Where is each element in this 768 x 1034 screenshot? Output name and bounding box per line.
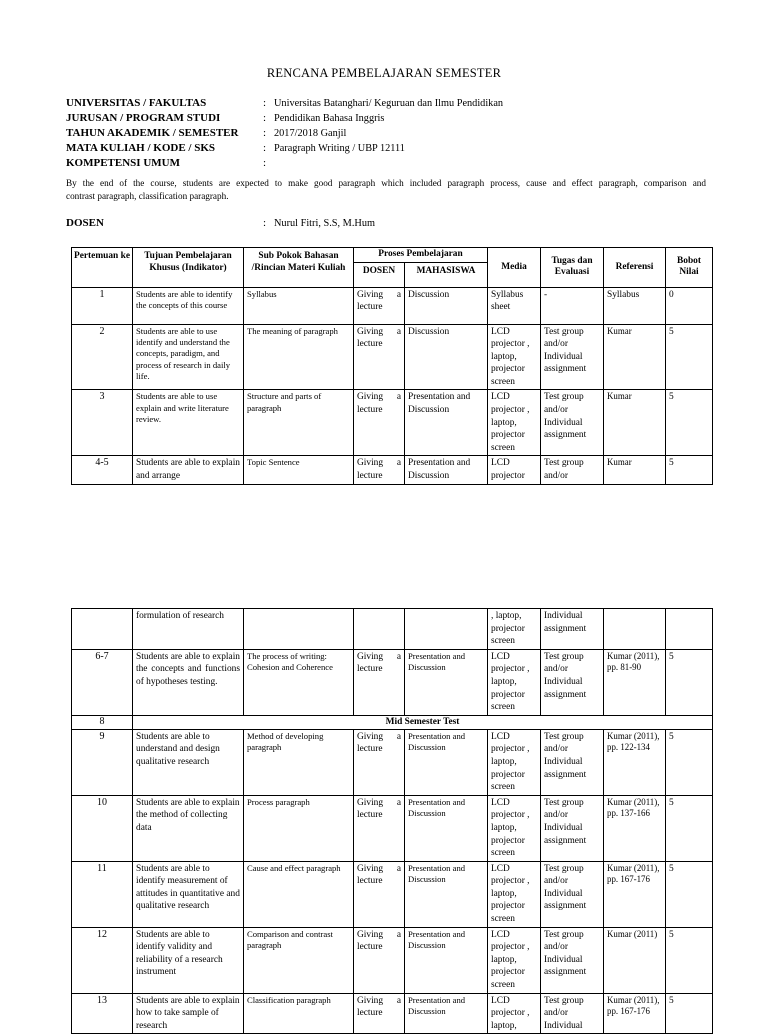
lecturer-activity-cell: Giving a lecture	[354, 993, 405, 1034]
lecturer-activity-cell: Giving a lecture	[354, 456, 405, 484]
course-info	[66, 96, 706, 171]
info-value: Nurul Fitri, S.S, M.Hum	[274, 218, 375, 229]
goal-cell: Students are able to explain the method of collecting data	[133, 795, 244, 861]
reference-cell: Kumar (2011), pp. 81-90	[604, 649, 666, 715]
student-activity-cell: Presentation and Discussion	[405, 456, 488, 484]
table-row	[72, 324, 713, 390]
weight-cell: 5	[666, 993, 713, 1034]
info-label: KOMPETENSI UMUM	[66, 157, 180, 169]
topic-cell: Cause and effect paragraph	[244, 861, 354, 927]
student-activity-cell: Presentation and Discussion	[405, 390, 488, 456]
weight-cell: 5	[666, 456, 713, 484]
meeting-number: 3	[72, 390, 133, 456]
goal-cell: Students are able to understand and design qualitative research	[133, 729, 244, 795]
info-row-competence	[66, 156, 706, 171]
table-row	[72, 861, 713, 927]
meeting-number: 6-7	[72, 649, 133, 715]
lecturer-activity-cell: Giving a lecture	[354, 861, 405, 927]
colon: :	[263, 142, 267, 154]
header-tujuan: Tujuan Pembelajaran Khusus (Indikator)	[133, 248, 244, 288]
student-activity-cell: Presentation and Discussion	[405, 649, 488, 715]
info-row-university	[66, 96, 706, 111]
info-label: TAHUN AKADEMIK / SEMESTER	[66, 127, 239, 139]
topic-cell: Method of developing paragraph	[244, 729, 354, 795]
reference-cell: Kumar (2011), pp. 167-176	[604, 861, 666, 927]
task-cell: Test group and/or Individual assignment	[541, 795, 604, 861]
header-tugas: Tugas dan Evaluasi	[541, 248, 604, 288]
task-cell: Test group and/or Individual assignment	[541, 324, 604, 390]
schedule-table-1	[71, 247, 713, 485]
table-row	[72, 287, 713, 324]
info-value: Pendidikan Bahasa Inggris	[274, 113, 385, 124]
meeting-number: 4-5	[72, 456, 133, 484]
goal-cell: Students are able to explain how to take sample of research	[133, 993, 244, 1034]
info-value: Universitas Batanghari/ Keguruan dan Ilmu Pendidikan	[274, 98, 504, 109]
media-cell: LCD projector , laptop, projector screen	[488, 861, 541, 927]
weight-cell: 5	[666, 795, 713, 861]
student-activity-cell	[405, 609, 488, 650]
media-cell: LCD projector , laptop, projector screen	[488, 390, 541, 456]
topic-cell	[244, 609, 354, 650]
header-media: Media	[488, 248, 541, 288]
info-row-course	[66, 141, 706, 156]
lecturer-activity-cell: Giving a lecture	[354, 927, 405, 993]
info-label: JURUSAN / PROGRAM STUDI	[66, 112, 221, 124]
meeting-number: 10	[72, 795, 133, 861]
colon: :	[263, 157, 267, 169]
info-value: 2017/2018 Ganjil	[274, 128, 347, 139]
reference-cell: Kumar (2011), pp. 167-176	[604, 993, 666, 1034]
meeting-number: 1	[72, 287, 133, 324]
task-cell: Test group and/or Individual assignment	[541, 649, 604, 715]
table-row	[72, 390, 713, 456]
meeting-number: 8	[72, 715, 133, 729]
table-row	[72, 993, 713, 1034]
weight-cell: 5	[666, 324, 713, 390]
table-row	[72, 456, 713, 484]
info-row-dosen	[66, 216, 706, 231]
reference-cell: Kumar (2011), pp. 137-166	[604, 795, 666, 861]
info-label: MATA KULIAH / KODE / SKS	[66, 142, 216, 154]
reference-cell: Kumar	[604, 390, 666, 456]
student-activity-cell: Discussion	[405, 287, 488, 324]
media-cell: LCD projector	[488, 456, 541, 484]
table-row	[72, 609, 713, 650]
task-cell: Test group and/or Individual assignment	[541, 927, 604, 993]
goal-cell: Students are able to use explain and write literature review.	[133, 390, 244, 456]
page-title: RENCANA PEMBELAJARAN SEMESTER	[266, 66, 502, 80]
info-label: UNIVERSITAS / FAKULTAS	[66, 97, 207, 109]
lecturer-activity-cell: Giving a lecture	[354, 390, 405, 456]
goal-cell: Students are able to explain the concepts and functions of hypotheses testing.	[133, 649, 244, 715]
meeting-number: 13	[72, 993, 133, 1034]
goal-cell: formulation of research	[133, 609, 244, 650]
media-cell: Syllabus sheet	[488, 287, 541, 324]
topic-cell: Classification paragraph	[244, 993, 354, 1034]
description-line: contrast paragraph, classification paragraph.	[66, 190, 229, 201]
lecturer-info	[66, 216, 706, 231]
lecturer-activity-cell: Giving a lecture	[354, 287, 405, 324]
lecturer-activity-cell: Giving a lecture	[354, 795, 405, 861]
task-cell: Test group and/or	[541, 456, 604, 484]
info-label: DOSEN	[66, 217, 104, 229]
topic-cell: Comparison and contrast paragraph	[244, 927, 354, 993]
topic-cell: The process of writing: Cohesion and Coherence	[244, 649, 354, 715]
header-proses: Proses Pembelajaran	[354, 248, 488, 263]
goal-cell: Students are able to identify the concepts of this course	[133, 287, 244, 324]
reference-cell: Syllabus	[604, 287, 666, 324]
task-cell: Individual assignment	[541, 609, 604, 650]
topic-cell: Syllabus	[244, 287, 354, 324]
media-cell: LCD projector , laptop, projector screen	[488, 324, 541, 390]
media-cell: , laptop, projector screen	[488, 609, 541, 650]
weight-cell	[666, 609, 713, 650]
student-activity-cell: Presentation and Discussion	[405, 927, 488, 993]
colon: :	[263, 217, 267, 229]
student-activity-cell: Presentation and Discussion	[405, 861, 488, 927]
media-cell: LCD projector , laptop, projector screen	[488, 795, 541, 861]
mid-semester-row	[72, 715, 713, 729]
topic-cell: Process paragraph	[244, 795, 354, 861]
lecturer-activity-cell	[354, 609, 405, 650]
table-row	[72, 927, 713, 993]
meeting-number: 9	[72, 729, 133, 795]
lecturer-activity-cell: Giving a lecture	[354, 649, 405, 715]
table-row	[72, 729, 713, 795]
topic-cell: The meaning of paragraph	[244, 324, 354, 390]
info-value: Paragraph Writing / UBP 12111	[274, 143, 405, 154]
meeting-number	[72, 609, 133, 650]
colon: :	[263, 127, 267, 139]
header-dosen: DOSEN	[354, 262, 405, 287]
weight-cell: 5	[666, 649, 713, 715]
info-row-academic-year	[66, 126, 706, 141]
colon: :	[263, 97, 267, 109]
task-cell: -	[541, 287, 604, 324]
weight-cell: 5	[666, 729, 713, 795]
meeting-number: 12	[72, 927, 133, 993]
weight-cell: 5	[666, 927, 713, 993]
goal-cell: Students are able to use identify and understand the concepts, paradigm, and process of research in daily life.	[133, 324, 244, 390]
task-cell: Test group and/or Individual assignment	[541, 729, 604, 795]
reference-cell: Kumar (2011)	[604, 927, 666, 993]
meeting-number: 11	[72, 861, 133, 927]
reference-cell: Kumar	[604, 456, 666, 484]
media-cell: LCD projector , laptop,	[488, 993, 541, 1034]
topic-cell: Structure and parts of paragraph	[244, 390, 354, 456]
task-cell: Test group and/or Individual assignment	[541, 390, 604, 456]
goal-cell: Students are able to identify validity and reliability of a research instrument	[133, 927, 244, 993]
reference-cell: Kumar	[604, 324, 666, 390]
weight-cell: 0	[666, 287, 713, 324]
goal-cell: Students are able to explain and arrange	[133, 456, 244, 484]
header-pertemuan: Pertemuan ke	[72, 248, 133, 288]
colon: :	[263, 112, 267, 124]
weight-cell: 5	[666, 390, 713, 456]
student-activity-cell: Presentation and Discussion	[405, 729, 488, 795]
mid-semester-label: Mid Semester Test	[133, 715, 713, 729]
weight-cell: 5	[666, 861, 713, 927]
table-row	[72, 649, 713, 715]
lecturer-activity-cell: Giving a lecture	[354, 324, 405, 390]
header-referensi: Referensi	[604, 248, 666, 288]
reference-cell: Kumar (2011), pp. 122-134	[604, 729, 666, 795]
header-sub-pokok: Sub Pokok Bahasan /Rincian Materi Kuliah	[244, 248, 354, 288]
table-row	[72, 795, 713, 861]
media-cell: LCD projector , laptop, projector screen	[488, 927, 541, 993]
student-activity-cell: Presentation and Discussion	[405, 795, 488, 861]
description-line: By the end of the course, students are expected to make good paragraph which included paragraph process, cause and effect paragraph, comparison and	[66, 178, 706, 188]
task-cell: Test group and/or Individual	[541, 993, 604, 1034]
task-cell: Test group and/or Individual assignment	[541, 861, 604, 927]
schedule-table-2	[71, 608, 713, 1034]
header-bobot: Bobot Nilai	[666, 248, 713, 288]
student-activity-cell: Presentation and Discussion	[405, 993, 488, 1034]
header-mahasiswa: MAHASISWA	[405, 262, 488, 287]
goal-cell: Students are able to identify measurement of attitudes in quantitative and qualitative research	[133, 861, 244, 927]
competence-description	[66, 177, 706, 202]
media-cell: LCD projector , laptop, projector screen	[488, 649, 541, 715]
student-activity-cell: Discussion	[405, 324, 488, 390]
meeting-number: 2	[72, 324, 133, 390]
topic-cell: Topic Sentence	[244, 456, 354, 484]
info-row-department	[66, 111, 706, 126]
lecturer-activity-cell: Giving a lecture	[354, 729, 405, 795]
reference-cell	[604, 609, 666, 650]
media-cell: LCD projector , laptop, projector screen	[488, 729, 541, 795]
